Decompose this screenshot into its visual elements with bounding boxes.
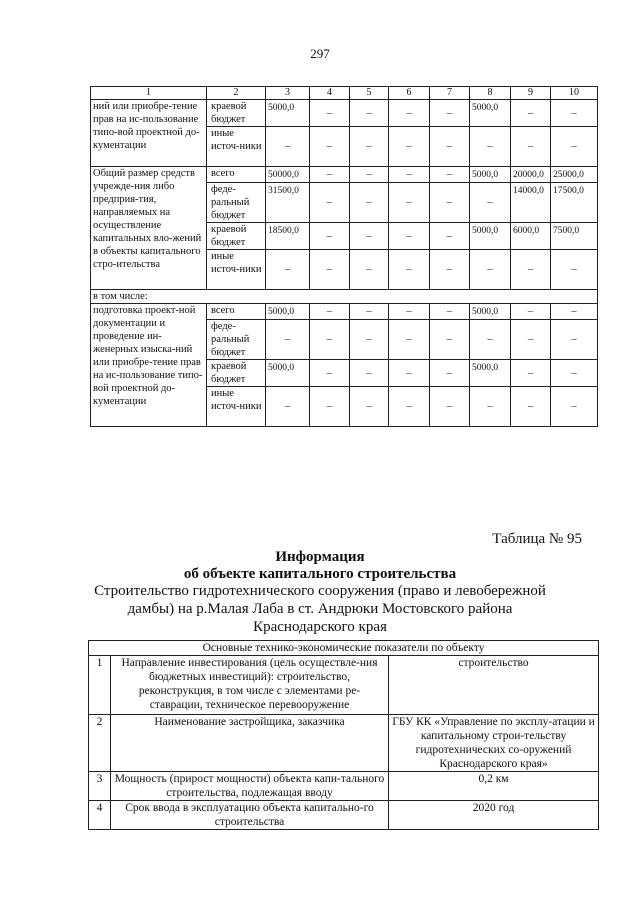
row-number: 2: [89, 715, 111, 772]
indicator-label: Мощность (прирост мощности) объекта капи-тального строительства, подлежащая вводу: [111, 772, 389, 801]
column-header: 3: [266, 87, 310, 100]
value-cell: 5000,0: [266, 100, 310, 127]
value-cell: –: [350, 223, 389, 250]
table-row: [91, 304, 598, 320]
value-cell: –: [310, 304, 350, 320]
value-cell: 5000,0: [470, 223, 511, 250]
indicators-header-row: [89, 641, 599, 656]
value-cell: –: [511, 127, 551, 167]
indicators-table: [88, 640, 599, 830]
indicator-row: [89, 715, 599, 772]
value-cell: –: [430, 183, 470, 223]
value-cell: –: [430, 304, 470, 320]
funding-source: всего: [207, 304, 266, 320]
value-cell: –: [310, 387, 350, 427]
title-line-1: Информация: [275, 549, 365, 565]
value-cell: –: [310, 250, 350, 290]
value-cell: –: [310, 223, 350, 250]
column-header: 7: [430, 87, 470, 100]
indicator-row: [89, 656, 599, 715]
indicator-label: Срок ввода в эксплуатацию объекта капитально-го строительства: [111, 801, 389, 830]
value-cell: 18500,0: [266, 223, 310, 250]
value-cell: –: [511, 304, 551, 320]
row-description: подготовка проект-ной документации и проведение ин-женерных изыска-ний или приобре-тение прав на ис-пользование типо-вой проектной до-кументации: [91, 304, 207, 427]
value-cell: –: [310, 127, 350, 167]
title-line-2: об объекте капитального строительства: [183, 566, 457, 582]
funding-source: иные источ-ники: [207, 250, 266, 290]
value-cell: 5000,0: [266, 304, 310, 320]
indicator-label: Направление инвестирования (цель осуществле-ния бюджетных инвестиций): строительство, реконструкция, в том числе с элементами ре-ставрации, техническое перевооружение: [111, 656, 389, 715]
value-cell: –: [310, 167, 350, 183]
value-cell: –: [389, 250, 430, 290]
row-number: 3: [89, 772, 111, 801]
page-number: 297: [310, 46, 330, 61]
value-cell: –: [430, 360, 470, 387]
row-description: Общий размер средств учрежде-ния либо предприя-тия, направляемых на осуществление капитальных вло-жений в объекты капитального стро-ительства: [91, 167, 207, 290]
value-cell: –: [350, 127, 389, 167]
funding-source: феде-ральный бюджет: [207, 320, 266, 360]
value-cell: –: [551, 127, 598, 167]
value-cell: –: [310, 100, 350, 127]
value-cell: –: [551, 320, 598, 360]
value-cell: –: [389, 127, 430, 167]
value-cell: –: [511, 100, 551, 127]
value-cell: –: [430, 223, 470, 250]
value-cell: –: [350, 304, 389, 320]
value-cell: 20000,0: [511, 167, 551, 183]
funding-source: иные источ-ники: [207, 387, 266, 427]
indicator-label: Наименование застройщика, заказчика: [111, 715, 389, 772]
value-cell: –: [350, 167, 389, 183]
value-cell: –: [266, 320, 310, 360]
value-cell: –: [430, 167, 470, 183]
value-cell: 7500,0: [551, 223, 598, 250]
column-header: 8: [470, 87, 511, 100]
value-cell: –: [266, 387, 310, 427]
subtitle-line-3: Краснодарского края: [253, 619, 387, 635]
value-cell: –: [389, 100, 430, 127]
value-cell: –: [389, 387, 430, 427]
indicator-row: [89, 801, 599, 830]
funding-source: краевой бюджет: [207, 100, 266, 127]
value-cell: –: [389, 360, 430, 387]
funding-table: [90, 86, 598, 427]
value-cell: 5000,0: [470, 167, 511, 183]
value-cell: –: [470, 183, 511, 223]
value-cell: 5000,0: [470, 304, 511, 320]
subtitle-line-1: Строительство гидротехнического сооружения (право и левобережной: [94, 583, 546, 599]
funding-source: иные источ-ники: [207, 127, 266, 167]
value-cell: –: [350, 250, 389, 290]
row-number: 4: [89, 801, 111, 830]
value-cell: 14000,0: [511, 183, 551, 223]
value-cell: –: [511, 320, 551, 360]
table-number: Таблица № 95: [492, 531, 582, 547]
value-cell: –: [389, 320, 430, 360]
column-header: 6: [389, 87, 430, 100]
table-row: [91, 167, 598, 183]
column-header: 2: [207, 87, 266, 100]
funding-source: краевой бюджет: [207, 223, 266, 250]
funding-source: феде-ральный бюджет: [207, 183, 266, 223]
value-cell: 5000,0: [470, 360, 511, 387]
indicator-value: строительство: [389, 656, 599, 715]
indicators-header: Основные технико-экономические показатели по объекту: [89, 641, 599, 656]
subtitle-line-2: дамбы) на р.Малая Лаба в ст. Андрюки Мостовского района: [127, 601, 513, 617]
value-cell: –: [470, 250, 511, 290]
value-cell: –: [551, 387, 598, 427]
value-cell: –: [551, 304, 598, 320]
value-cell: –: [470, 387, 511, 427]
value-cell: 50000,0: [266, 167, 310, 183]
column-header: 4: [310, 87, 350, 100]
value-cell: 17500,0: [551, 183, 598, 223]
value-cell: 5000,0: [470, 100, 511, 127]
value-cell: –: [389, 223, 430, 250]
column-header: 1: [91, 87, 207, 100]
value-cell: –: [350, 360, 389, 387]
value-cell: –: [470, 127, 511, 167]
table-header-row: [91, 87, 598, 100]
indicator-value: ГБУ КК «Управление по эксплу-атации и капитальному строи-тельству гидротехнических со-оружений Краснодарского края»: [389, 715, 599, 772]
funding-source: всего: [207, 167, 266, 183]
funding-source: краевой бюджет: [207, 360, 266, 387]
value-cell: –: [470, 320, 511, 360]
value-cell: 25000,0: [551, 167, 598, 183]
value-cell: –: [389, 183, 430, 223]
value-cell: –: [266, 127, 310, 167]
row-description: ний или приобре-тение прав на ис-пользование типо-вой проектной до-кументации: [91, 100, 207, 167]
column-header: 10: [551, 87, 598, 100]
value-cell: –: [430, 127, 470, 167]
value-cell: –: [551, 100, 598, 127]
column-header: 5: [350, 87, 389, 100]
value-cell: –: [511, 387, 551, 427]
value-cell: –: [266, 250, 310, 290]
value-cell: –: [430, 387, 470, 427]
value-cell: –: [389, 167, 430, 183]
value-cell: –: [511, 250, 551, 290]
value-cell: 5000,0: [266, 360, 310, 387]
section-label: в том числе:: [91, 290, 598, 304]
value-cell: –: [551, 250, 598, 290]
value-cell: –: [551, 360, 598, 387]
column-header: 9: [511, 87, 551, 100]
value-cell: –: [511, 360, 551, 387]
value-cell: 31500,0: [266, 183, 310, 223]
value-cell: –: [310, 183, 350, 223]
value-cell: –: [430, 250, 470, 290]
value-cell: –: [310, 320, 350, 360]
value-cell: –: [350, 320, 389, 360]
indicator-row: [89, 772, 599, 801]
value-cell: –: [350, 387, 389, 427]
indicator-value: 2020 год: [389, 801, 599, 830]
value-cell: –: [389, 304, 430, 320]
value-cell: 6000,0: [511, 223, 551, 250]
value-cell: –: [430, 100, 470, 127]
section-row: [91, 290, 598, 304]
value-cell: –: [350, 183, 389, 223]
table-row: [91, 100, 598, 127]
value-cell: –: [310, 360, 350, 387]
value-cell: –: [430, 320, 470, 360]
value-cell: –: [350, 100, 389, 127]
indicator-value: 0,2 км: [389, 772, 599, 801]
row-number: 1: [89, 656, 111, 715]
